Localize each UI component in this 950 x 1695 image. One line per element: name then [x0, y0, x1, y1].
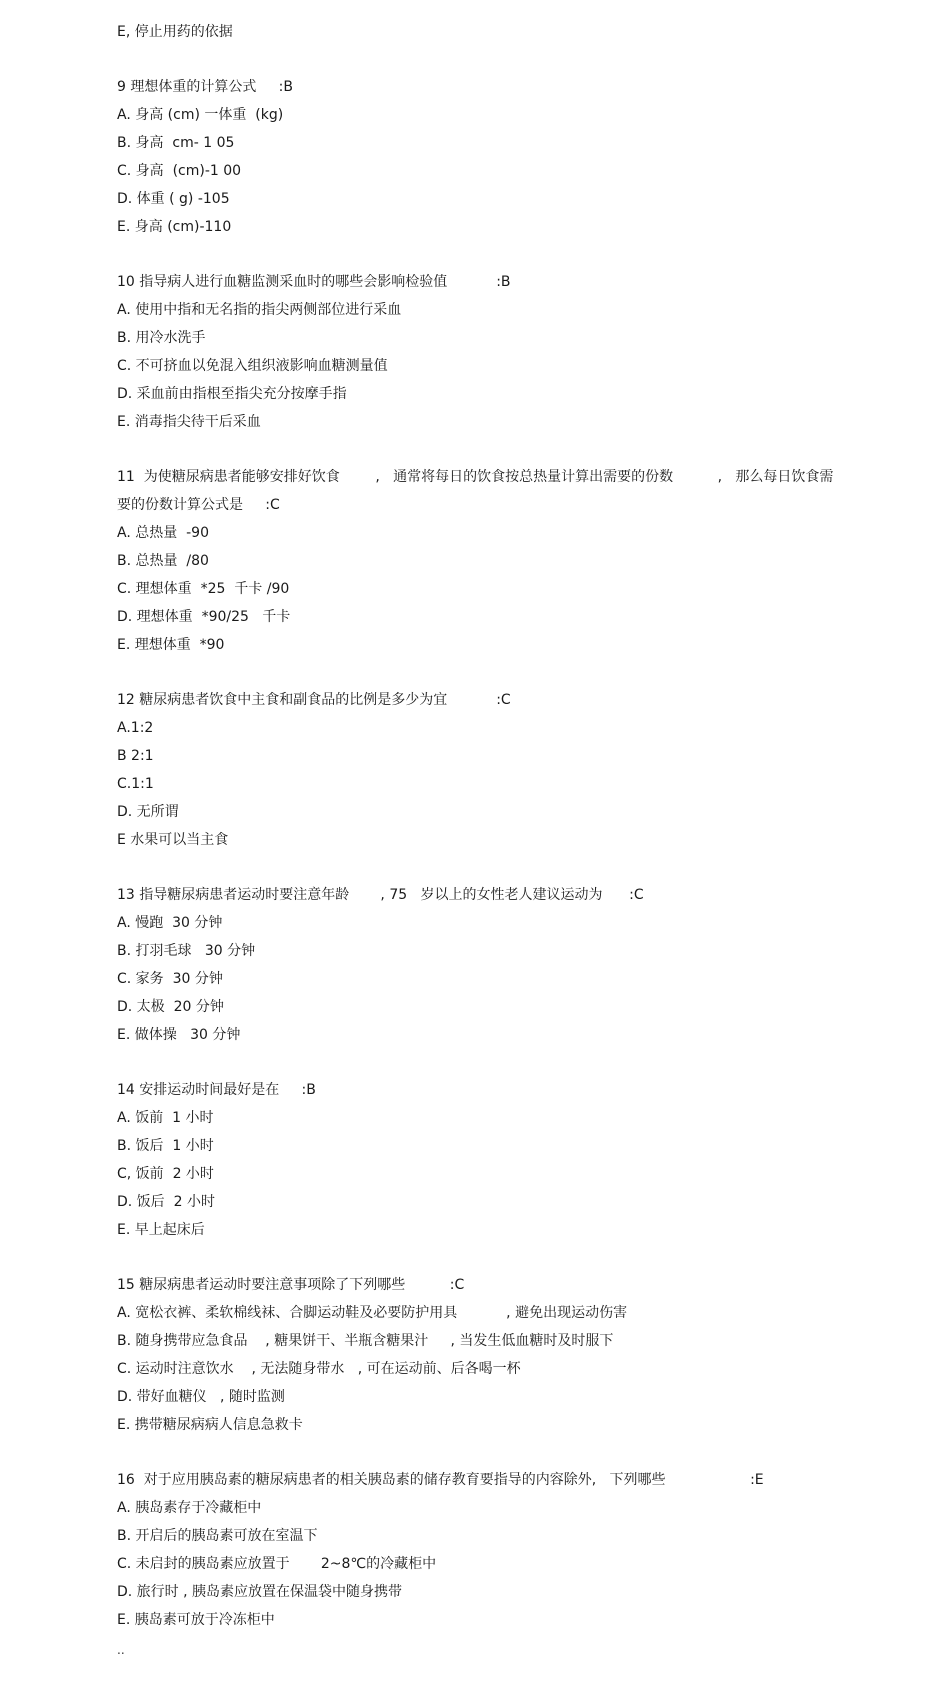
- option-c: C. 不可挤血以免混入组织液影响血糖测量值: [117, 358, 388, 374]
- question-title: 14 安排运动时间最好是在 :B: [117, 1082, 316, 1098]
- question-15: [117, 1271, 917, 1439]
- option-a: A. 身高 (cm) 一体重 (kg): [117, 107, 284, 123]
- question-16: [117, 1466, 917, 1634]
- option-b: B. 用冷水洗手: [117, 330, 206, 346]
- spacer: [117, 241, 917, 268]
- question-title: 12 糖尿病患者饮食中主食和副食品的比例是多少为宜 :C: [117, 692, 511, 708]
- option-c: C. 理想体重 *25 千卡 /90: [117, 581, 290, 597]
- option-b: B. 随身携带应急食品 , 糖果饼干、半瓶含糖果汁 , 当发生低血糖时及时服下: [117, 1333, 614, 1349]
- question-title: 15 糖尿病患者运动时要注意事项除了下列哪些 :C: [117, 1277, 465, 1293]
- option-c: C. 未启封的胰岛素应放置于 2~8℃的冷藏柜中: [117, 1556, 437, 1572]
- option-e: E. 身高 (cm)-110: [117, 219, 232, 235]
- option-a: A. 使用中指和无名指的指尖两侧部位进行采血: [117, 302, 402, 318]
- question-12: [117, 686, 917, 854]
- option-d: D. 理想体重 *90/25 千卡: [117, 609, 291, 625]
- question-11: [117, 463, 917, 659]
- end-mark: ..: [117, 1643, 125, 1657]
- option-c: C.1:1: [117, 776, 154, 792]
- option-a: A. 总热量 -90: [117, 525, 209, 541]
- option-a: A.1:2: [117, 720, 154, 736]
- spacer: [117, 1244, 917, 1271]
- option-d: D. 无所谓: [117, 804, 179, 820]
- option-e: E. 携带糖尿病病人信息急救卡: [117, 1417, 303, 1433]
- option-d: D. 饭后 2 小时: [117, 1194, 215, 1210]
- option-b: B. 身高 cm- 1 05: [117, 135, 235, 151]
- option-e: E. 做体操 30 分钟: [117, 1027, 241, 1043]
- option-b: B. 总热量 /80: [117, 553, 209, 569]
- option-c: C. 家务 30 分钟: [117, 971, 223, 987]
- question-title: 9 理想体重的计算公式 :B: [117, 79, 293, 95]
- question-title: 10 指导病人进行血糖监测采血时的哪些会影响检验值 :B: [117, 274, 511, 290]
- option-d: D. 采血前由指根至指尖充分按摩手指: [117, 386, 347, 402]
- option-d: D. 体重 ( g) -105: [117, 191, 230, 207]
- option-e: E. 消毒指尖待干后采血: [117, 414, 261, 430]
- question-9: [117, 73, 917, 241]
- option-b: B. 打羽毛球 30 分钟: [117, 943, 256, 959]
- option-a: A. 宽松衣裤、柔软棉线袜、合脚运动鞋及必要防护用具 , 避免出现运动伤害: [117, 1305, 628, 1321]
- option-e-prev: E, 停止用药的依据: [117, 24, 233, 40]
- option-a: A. 饭前 1 小时: [117, 1110, 214, 1126]
- option-c: C, 饭前 2 小时: [117, 1166, 214, 1182]
- question-title: 16 对于应用胰岛素的糖尿病患者的相关胰岛素的储存教育要指导的内容除外, 下列哪些 :E: [117, 1472, 764, 1488]
- option-b: B. 饭后 1 小时: [117, 1138, 214, 1154]
- document-page: [117, 18, 917, 1660]
- spacer: [117, 659, 917, 686]
- question-title: 11 为使糖尿病患者能够安排好饮食 , 通常将每日的饮食按总热量计算出需要的份数 , 那么每日饮食需: [117, 469, 834, 485]
- option-c: C. 身高 (cm)-1 00: [117, 163, 242, 179]
- option-e: E. 早上起床后: [117, 1222, 205, 1238]
- option-e: E 水果可以当主食: [117, 832, 229, 848]
- option-a: A. 胰岛素存于冷藏柜中: [117, 1500, 262, 1516]
- option-e: E. 胰岛素可放于冷冻柜中: [117, 1612, 275, 1628]
- question-13: [117, 881, 917, 1049]
- option-b: B. 开启后的胰岛素可放在室温下: [117, 1528, 318, 1544]
- option-d: D. 带好血糖仪 , 随时监测: [117, 1389, 285, 1405]
- option-c: C. 运动时注意饮水 , 无法随身带水 , 可在运动前、后各喝一杯: [117, 1361, 521, 1377]
- option-a: A. 慢跑 30 分钟: [117, 915, 223, 931]
- question-title-continued: 要的份数计算公式是 :C: [117, 497, 280, 513]
- question-title: 13 指导糖尿病患者运动时要注意年龄 , 75 岁以上的女性老人建议运动为 :C: [117, 887, 644, 903]
- spacer: [117, 46, 917, 73]
- option-b: B 2:1: [117, 748, 154, 764]
- option-d: D. 旅行时 , 胰岛素应放置在保温袋中随身携带: [117, 1584, 403, 1600]
- spacer: [117, 1049, 917, 1076]
- option-d: D. 太极 20 分钟: [117, 999, 224, 1015]
- spacer: [117, 436, 917, 463]
- question-14: [117, 1076, 917, 1244]
- spacer: [117, 854, 917, 881]
- spacer: [117, 1439, 917, 1466]
- question-10: [117, 268, 917, 436]
- option-e: E. 理想体重 *90: [117, 637, 225, 653]
